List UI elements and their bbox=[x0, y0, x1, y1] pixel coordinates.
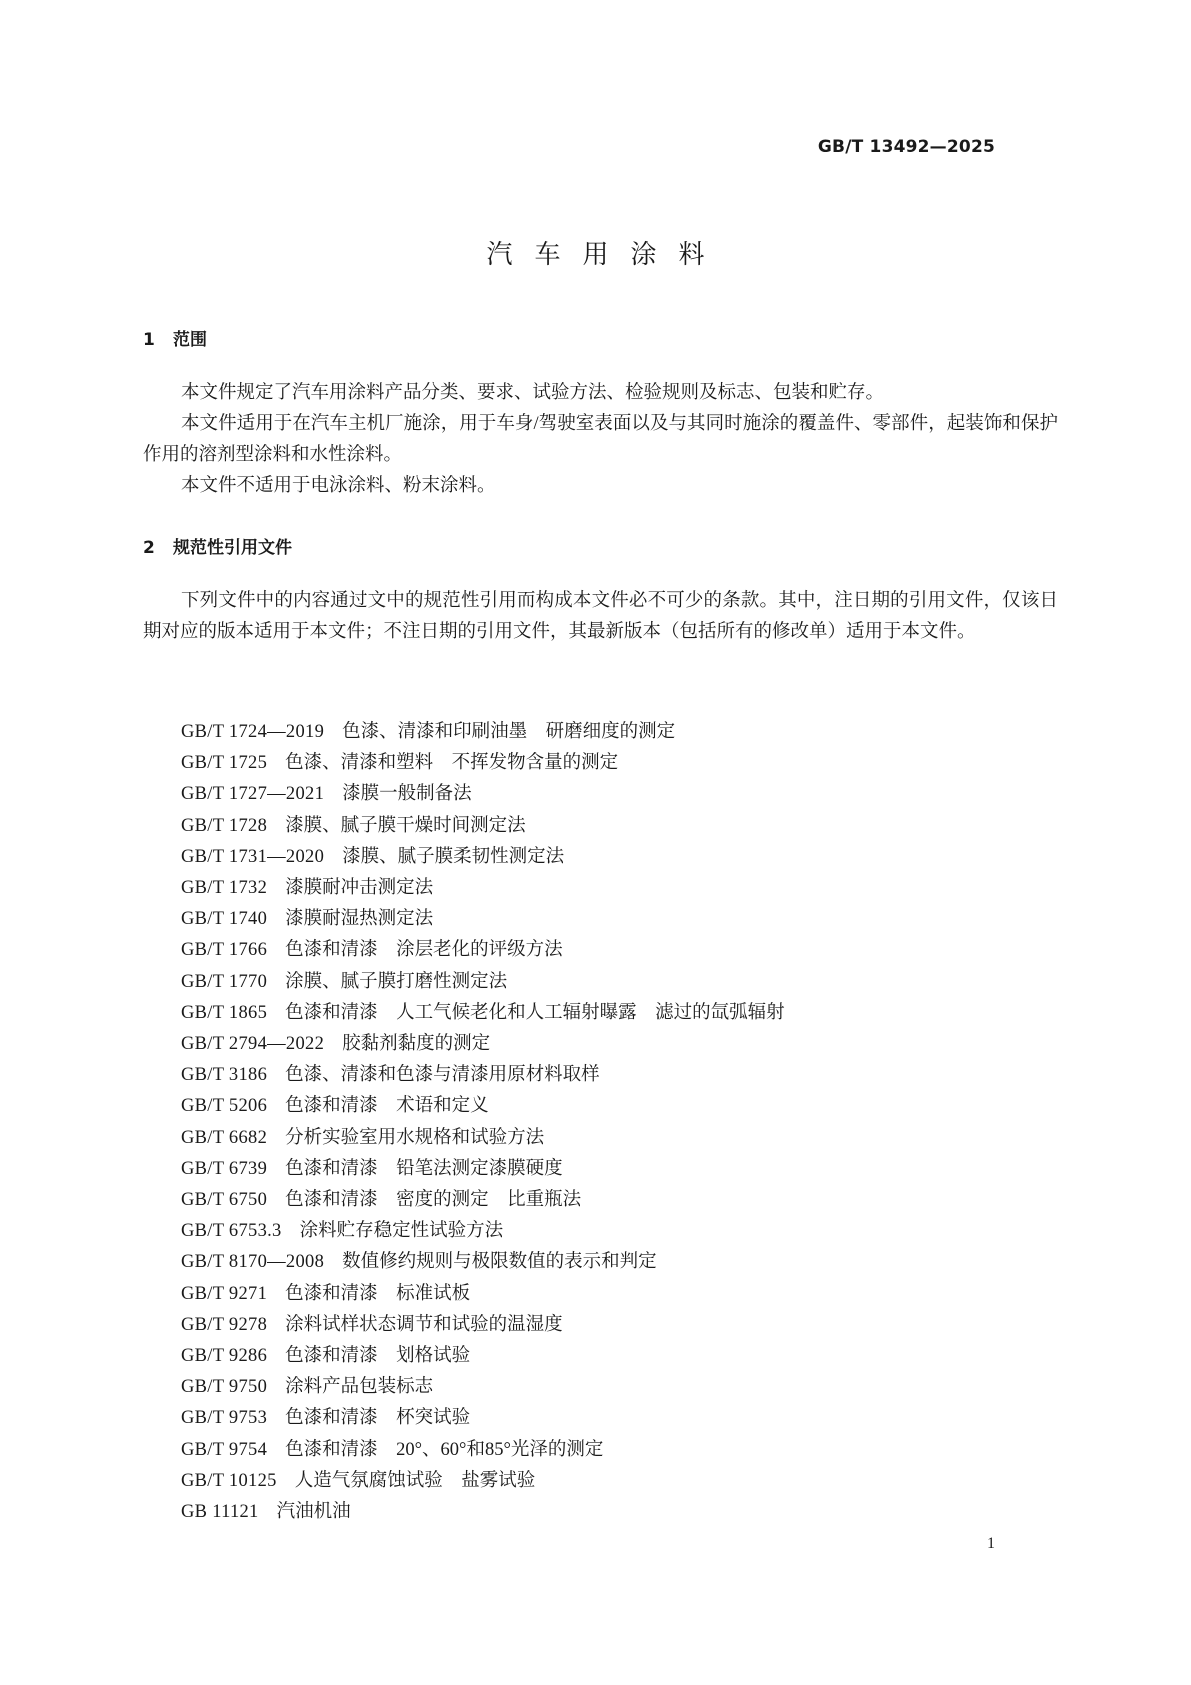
reference-code: GB/T 9754 bbox=[181, 1439, 268, 1460]
section-1-paragraph: 本文件适用于在汽车主机厂施涂，用于车身/驾驶室表面以及与其同时施涂的覆盖件、零部件，起装饰和保护作用的溶剂型涂料和水性涂料。 bbox=[143, 414, 1058, 465]
reference-code: GB/T 6753.3 bbox=[181, 1221, 282, 1242]
reference-title: 色漆和清漆 铅笔法测定漆膜硬度 bbox=[285, 1158, 563, 1179]
reference-title: 数值修约规则与极限数值的表示和判定 bbox=[342, 1252, 657, 1273]
reference-title: 涂料贮存稳定性试验方法 bbox=[299, 1221, 504, 1242]
reference-item bbox=[181, 935, 785, 966]
reference-item bbox=[181, 779, 785, 810]
reference-code: GB/T 9753 bbox=[181, 1408, 268, 1429]
reference-item bbox=[181, 1247, 785, 1278]
reference-title: 漆膜、腻子膜柔韧性测定法 bbox=[342, 846, 565, 867]
reference-code: GB/T 2794—2022 bbox=[181, 1034, 325, 1055]
reference-item bbox=[181, 1341, 785, 1372]
reference-title: 色漆和清漆 术语和定义 bbox=[285, 1096, 489, 1117]
reference-code: GB/T 9750 bbox=[181, 1377, 268, 1398]
reference-code: GB/T 9278 bbox=[181, 1314, 268, 1335]
reference-item bbox=[181, 1403, 785, 1434]
reference-item bbox=[181, 1497, 785, 1528]
reference-code: GB/T 1766 bbox=[181, 940, 268, 961]
reference-item bbox=[181, 811, 785, 842]
reference-item bbox=[181, 717, 785, 748]
section-2-intro bbox=[143, 586, 1058, 648]
section-2-intro-paragraph: 下列文件中的内容通过文中的规范性引用而构成本文件必不可少的条款。其中，注日期的引用文件，仅该日期对应的版本适用于本文件；不注日期的引用文件，其最新版本（包括所有的修改单）适用于本文件。 bbox=[143, 591, 1058, 642]
reference-item bbox=[181, 1060, 785, 1091]
reference-item bbox=[181, 842, 785, 873]
reference-title: 漆膜耐冲击测定法 bbox=[285, 878, 434, 899]
reference-code: GB/T 1770 bbox=[181, 971, 268, 992]
reference-item bbox=[181, 748, 785, 779]
reference-title: 色漆和清漆 密度的测定 比重瓶法 bbox=[285, 1190, 582, 1211]
reference-item bbox=[181, 1154, 785, 1185]
reference-code: GB/T 1740 bbox=[181, 909, 268, 930]
reference-code: GB/T 3186 bbox=[181, 1065, 268, 1086]
reference-item bbox=[181, 873, 785, 904]
reference-title: 色漆和清漆 20°、60°和85°光泽的测定 bbox=[285, 1439, 604, 1460]
reference-item bbox=[181, 998, 785, 1029]
section-1-heading bbox=[143, 325, 207, 350]
reference-code: GB 11121 bbox=[181, 1502, 259, 1523]
reference-title: 漆膜、腻子膜干燥时间测定法 bbox=[285, 815, 526, 836]
section-1-number: 1 bbox=[143, 330, 155, 350]
reference-item bbox=[181, 1279, 785, 1310]
reference-title: 涂料试样状态调节和试验的温湿度 bbox=[285, 1314, 563, 1335]
reference-title: 色漆、清漆和印刷油墨 研磨细度的测定 bbox=[342, 722, 676, 742]
reference-code: GB/T 1727—2021 bbox=[181, 784, 325, 805]
reference-item bbox=[181, 1091, 785, 1122]
reference-title: 色漆和清漆 标准试板 bbox=[285, 1283, 471, 1304]
reference-item bbox=[181, 1029, 785, 1060]
reference-item bbox=[181, 1310, 785, 1341]
section-1-paragraph: 本文件规定了汽车用涂料产品分类、要求、试验方法、检验规则及标志、包装和贮存。 bbox=[181, 383, 885, 403]
reference-item bbox=[181, 1466, 785, 1497]
reference-title: 色漆和清漆 涂层老化的评级方法 bbox=[285, 940, 563, 961]
reference-item bbox=[181, 904, 785, 935]
reference-code: GB/T 10125 bbox=[181, 1470, 277, 1491]
reference-list bbox=[181, 717, 785, 1528]
reference-code: GB/T 1724—2019 bbox=[181, 722, 325, 742]
reference-code: GB/T 8170—2008 bbox=[181, 1252, 325, 1273]
reference-item bbox=[181, 1123, 785, 1154]
reference-title: 色漆和清漆 人工气候老化和人工辐射曝露 滤过的氙弧辐射 bbox=[285, 1002, 785, 1023]
reference-title: 汽油机油 bbox=[276, 1502, 351, 1523]
reference-title: 胶黏剂黏度的测定 bbox=[342, 1034, 491, 1055]
reference-title: 漆膜一般制备法 bbox=[342, 784, 472, 805]
standard-number: GB/T 13492—2025 bbox=[817, 137, 995, 157]
reference-code: GB/T 1725 bbox=[181, 753, 268, 774]
reference-code: GB/T 1731—2020 bbox=[181, 846, 325, 867]
reference-item bbox=[181, 1372, 785, 1403]
reference-code: GB/T 1732 bbox=[181, 878, 268, 899]
section-2-number: 2 bbox=[143, 538, 155, 558]
reference-title: 涂膜、腻子膜打磨性测定法 bbox=[285, 971, 508, 992]
reference-title: 涂料产品包装标志 bbox=[285, 1377, 434, 1398]
reference-code: GB/T 1728 bbox=[181, 815, 268, 836]
reference-item bbox=[181, 1185, 785, 1216]
reference-code: GB/T 1865 bbox=[181, 1002, 268, 1023]
reference-item bbox=[181, 1435, 785, 1466]
document-title: 汽车用涂料 bbox=[486, 240, 727, 270]
reference-item bbox=[181, 1216, 785, 1247]
section-1-body bbox=[143, 378, 1058, 502]
reference-title: 色漆、清漆和塑料 不挥发物含量的测定 bbox=[285, 753, 619, 774]
section-2-heading bbox=[143, 533, 292, 558]
reference-title: 色漆和清漆 划格试验 bbox=[285, 1346, 471, 1367]
page-number: 1 bbox=[987, 1535, 995, 1552]
reference-code: GB/T 5206 bbox=[181, 1096, 268, 1117]
reference-item bbox=[181, 967, 785, 998]
reference-title: 漆膜耐湿热测定法 bbox=[285, 909, 434, 930]
reference-code: GB/T 9286 bbox=[181, 1346, 268, 1367]
section-1-paragraph: 本文件不适用于电泳涂料、粉末涂料。 bbox=[181, 476, 496, 496]
reference-title: 色漆和清漆 杯突试验 bbox=[285, 1408, 471, 1429]
section-1-title: 范围 bbox=[173, 330, 207, 350]
reference-title: 分析实验室用水规格和试验方法 bbox=[285, 1127, 545, 1148]
reference-code: GB/T 6750 bbox=[181, 1190, 268, 1211]
reference-title: 人造气氛腐蚀试验 盐雾试验 bbox=[294, 1470, 536, 1491]
reference-code: GB/T 6682 bbox=[181, 1127, 268, 1148]
reference-code: GB/T 9271 bbox=[181, 1283, 268, 1304]
reference-title: 色漆、清漆和色漆与清漆用原材料取样 bbox=[285, 1065, 600, 1086]
reference-code: GB/T 6739 bbox=[181, 1158, 268, 1179]
section-2-title: 规范性引用文件 bbox=[173, 538, 292, 558]
